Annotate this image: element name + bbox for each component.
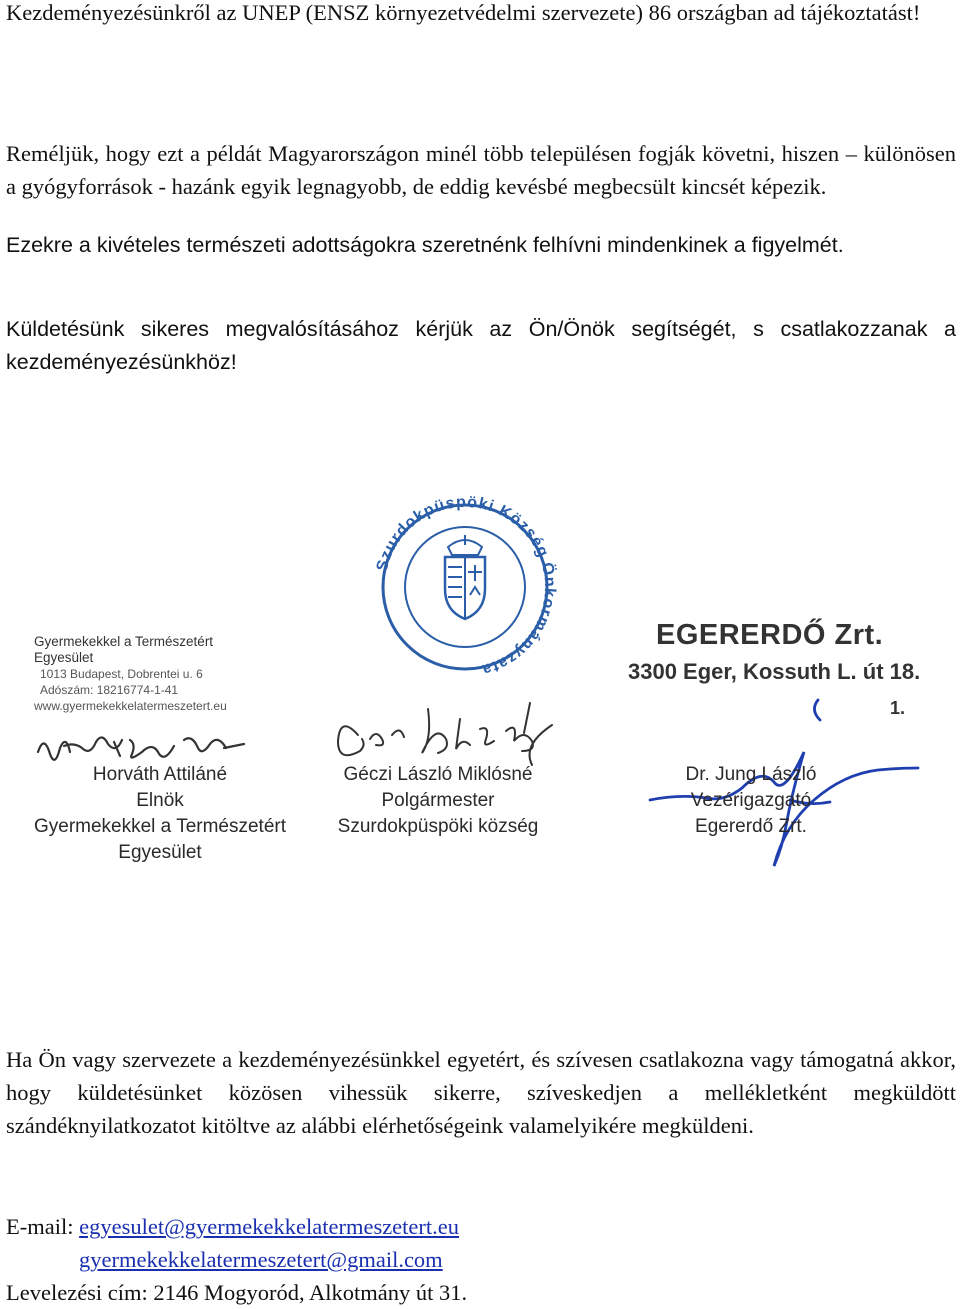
signatory-title: Polgármester bbox=[381, 790, 495, 811]
signatory-title: Elnök bbox=[136, 790, 184, 811]
signatory-block-egererdo bbox=[656, 762, 846, 840]
paragraph-unep: Kezdeményezésünkről az UNEP (ENSZ környezetvédelmi szervezete) 86 országban ad tájékoztatást! bbox=[6, 0, 921, 25]
svg-text:Szurdokpüspöki Község Önkormán bbox=[374, 494, 560, 678]
seal-ring-text: Szurdokpüspöki Község Önkormányzata bbox=[373, 493, 559, 679]
signatory-org: Szurdokpüspöki község bbox=[337, 816, 539, 837]
stamp-line: Gyermekekkel a Természetért Egyesület bbox=[34, 634, 214, 665]
signatory-block-association bbox=[30, 762, 290, 866]
stamp-address: 3300 Eger, Kossuth L. út 18. bbox=[628, 659, 921, 684]
signatory-name: Horváth Attiláné bbox=[92, 764, 228, 785]
postal-address: Levelezési cím: 2146 Mogyoród, Alkotmány út 31. bbox=[6, 1280, 468, 1305]
signatory-org: Egererdő Zrt. bbox=[695, 816, 807, 837]
signatory-org-cont: Egyesület bbox=[118, 842, 202, 863]
signatory-title: Vezérigazgató bbox=[690, 790, 812, 811]
signatory-org: Gyermekekkel a Természetért bbox=[33, 816, 286, 837]
paragraph-join: Ha Ön vagy szervezete a kezdeményezésünkkel egyetért, és szívesen csatlakozna vagy támogatná akkor, hogy küldetésünket közösen vihessük sikerre, szíveskedjen a mellékletként megküldött szándéknyilatkozatot kitöltve az alábbi elérhetőségeink valamelyikére megküldeni. bbox=[6, 1047, 956, 1138]
email-row-secondary bbox=[6, 1243, 956, 1276]
egererdo-stamp bbox=[628, 618, 928, 718]
signatory-name: Dr. Jung László bbox=[685, 764, 817, 785]
stamp-line: 1013 Budapest, Dobrentei u. 6 bbox=[40, 667, 203, 681]
contact-block bbox=[6, 1210, 956, 1309]
email-row bbox=[6, 1210, 956, 1243]
signatory-name: Géczi László Miklósné bbox=[343, 764, 533, 785]
paragraph-hope: Reméljük, hogy ezt a példát Magyarországon minél több településen fogják követni, hiszen – különösen a gyógyforrások - hazánk egyik legnagyobb, de eddig kevésbé megbecsült kincsét képezik. bbox=[6, 141, 956, 199]
municipal-seal bbox=[370, 487, 560, 687]
email-link-primary[interactable]: egyesulet@gyermekekkelatermeszetert.eu bbox=[79, 1214, 460, 1239]
paragraph-attention: Ezekre a kivételes természeti adottságokra szeretnénk felhívni mindenkinek a figyelmét. bbox=[6, 233, 844, 257]
stamp-company-name: EGERERDŐ Zrt. bbox=[656, 619, 884, 651]
email-label: E-mail: bbox=[6, 1214, 74, 1239]
stamp-line: Adószám: 18216774-1-41 bbox=[40, 683, 179, 697]
signatory-block-municipality bbox=[318, 762, 558, 840]
stamp-mark: 1. bbox=[890, 698, 906, 718]
paragraph-mission: Küldetésünk sikeres megvalósításához kérjük az Ön/Önök segítségét, s csatlakozzanak a kezdeményezésünkhöz! bbox=[6, 317, 956, 374]
association-stamp bbox=[34, 634, 264, 714]
stamp-line: www.gyermekekkelatermeszetert.eu bbox=[34, 699, 227, 713]
email-link-secondary[interactable]: gyermekekkelatermeszetert@gmail.com bbox=[79, 1247, 443, 1272]
